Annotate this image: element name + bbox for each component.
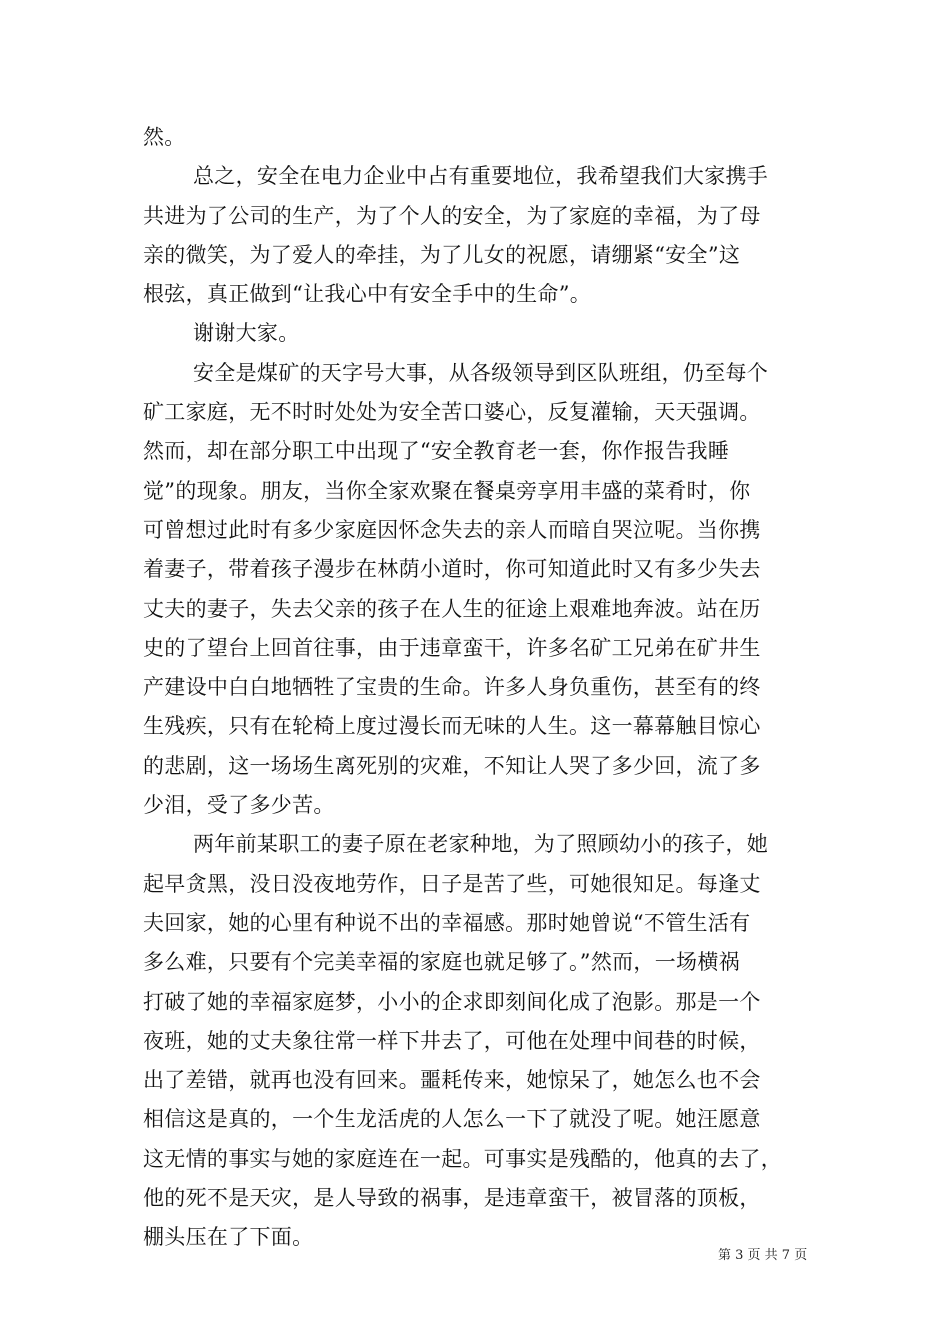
text-line: 安全是煤矿的天字号大事，从各级领导到区队班组，仍至每个 xyxy=(193,360,769,385)
text-line: 这无情的事实与她的家庭连在一起。可事实是残酷的，他真的去了， xyxy=(143,1146,782,1171)
text-line: 亲的微笑，为了爱人的牵挂，为了儿女的祝愿，请绷紧“安全”这 xyxy=(143,242,741,267)
text-line: 谢谢大家。 xyxy=(193,321,300,346)
text-line: 丈夫的妻子，失去父亲的孩子在人生的征途上艰难地奔波。站在历 xyxy=(143,596,761,621)
text-line: 然而，却在部分职工中出现了“安全教育老一套，你作报告我睡 xyxy=(143,439,730,464)
text-line: 相信这是真的，一个生龙活虎的人怎么一下了就没了呢。她汪愿意 xyxy=(143,1107,761,1132)
page-number-footer: 第 3 页 共 7 页 xyxy=(718,1248,808,1263)
document-body xyxy=(143,118,811,1258)
text-line: 然。 xyxy=(143,125,186,149)
text-line: 起早贪黑，没日没夜地劳作，日子是苦了些，可她很知足。每逢丈 xyxy=(143,871,761,896)
text-line: 史的了望台上回首往事，由于违章蛮干，许多名矿工兄弟在矿井生 xyxy=(143,635,761,660)
text-line: 夫回家，她的心里有种说不出的幸福感。那时她曾说“不管生活有 xyxy=(143,910,751,935)
text-line: 可曾想过此时有多少家庭因怀念失去的亲人而暗自哭泣呢。当你携 xyxy=(143,517,761,542)
text-line: 他的死不是天灾，是人导致的祸事，是违章蛮干，被冒落的顶板， xyxy=(143,1186,761,1211)
text-line: 夜班，她的丈夫象往常一样下井去了，可他在处理中间巷的时候， xyxy=(143,1028,761,1053)
text-line: 少泪，受了多少苦。 xyxy=(143,793,335,818)
text-line: 生残疾，只有在轮椅上度过漫长而无味的人生。这一幕幕触目惊心 xyxy=(143,714,761,739)
text-line: 矿工家庭，无不时时处处为安全苦口婆心，反复灌输，天天强调。 xyxy=(143,400,761,425)
text-line: 的悲剧，这一场场生离死别的灾难，不知让人哭了多少回，流了多 xyxy=(143,753,761,778)
text-line: 根弦，真正做到“让我心中有安全手中的生命”。 xyxy=(143,282,592,307)
text-line: 打破了她的幸福家庭梦，小小的企求即刻间化成了泡影。那是一个 xyxy=(143,989,761,1014)
text-line: 总之，安全在电力企业中占有重要地位，我希望我们大家携手 xyxy=(193,164,769,189)
text-line: 棚头压在了下面。 xyxy=(143,1225,314,1250)
text-line: 多么难，只要有个完美幸福的家庭也就足够了。”然而，一场横祸 xyxy=(143,950,740,975)
text-line: 觉”的现象。朋友，当你全家欢聚在餐桌旁享用丰盛的菜肴时，你 xyxy=(143,478,751,503)
text-line: 两年前某职工的妻子原在老家种地，为了照顾幼小的孩子，她 xyxy=(193,832,769,857)
text-line: 产建设中白白地牺牲了宝贵的生命。许多人身负重伤，甚至有的终 xyxy=(143,675,761,700)
text-line: 出了差错，就再也没有回来。噩耗传来，她惊呆了，她怎么也不会 xyxy=(143,1068,761,1093)
text-line: 共进为了公司的生产，为了个人的安全，为了家庭的幸福，为了母 xyxy=(143,203,761,228)
text-line: 着妻子，带着孩子漫步在林荫小道时，你可知道此时又有多少失去 xyxy=(143,557,761,582)
